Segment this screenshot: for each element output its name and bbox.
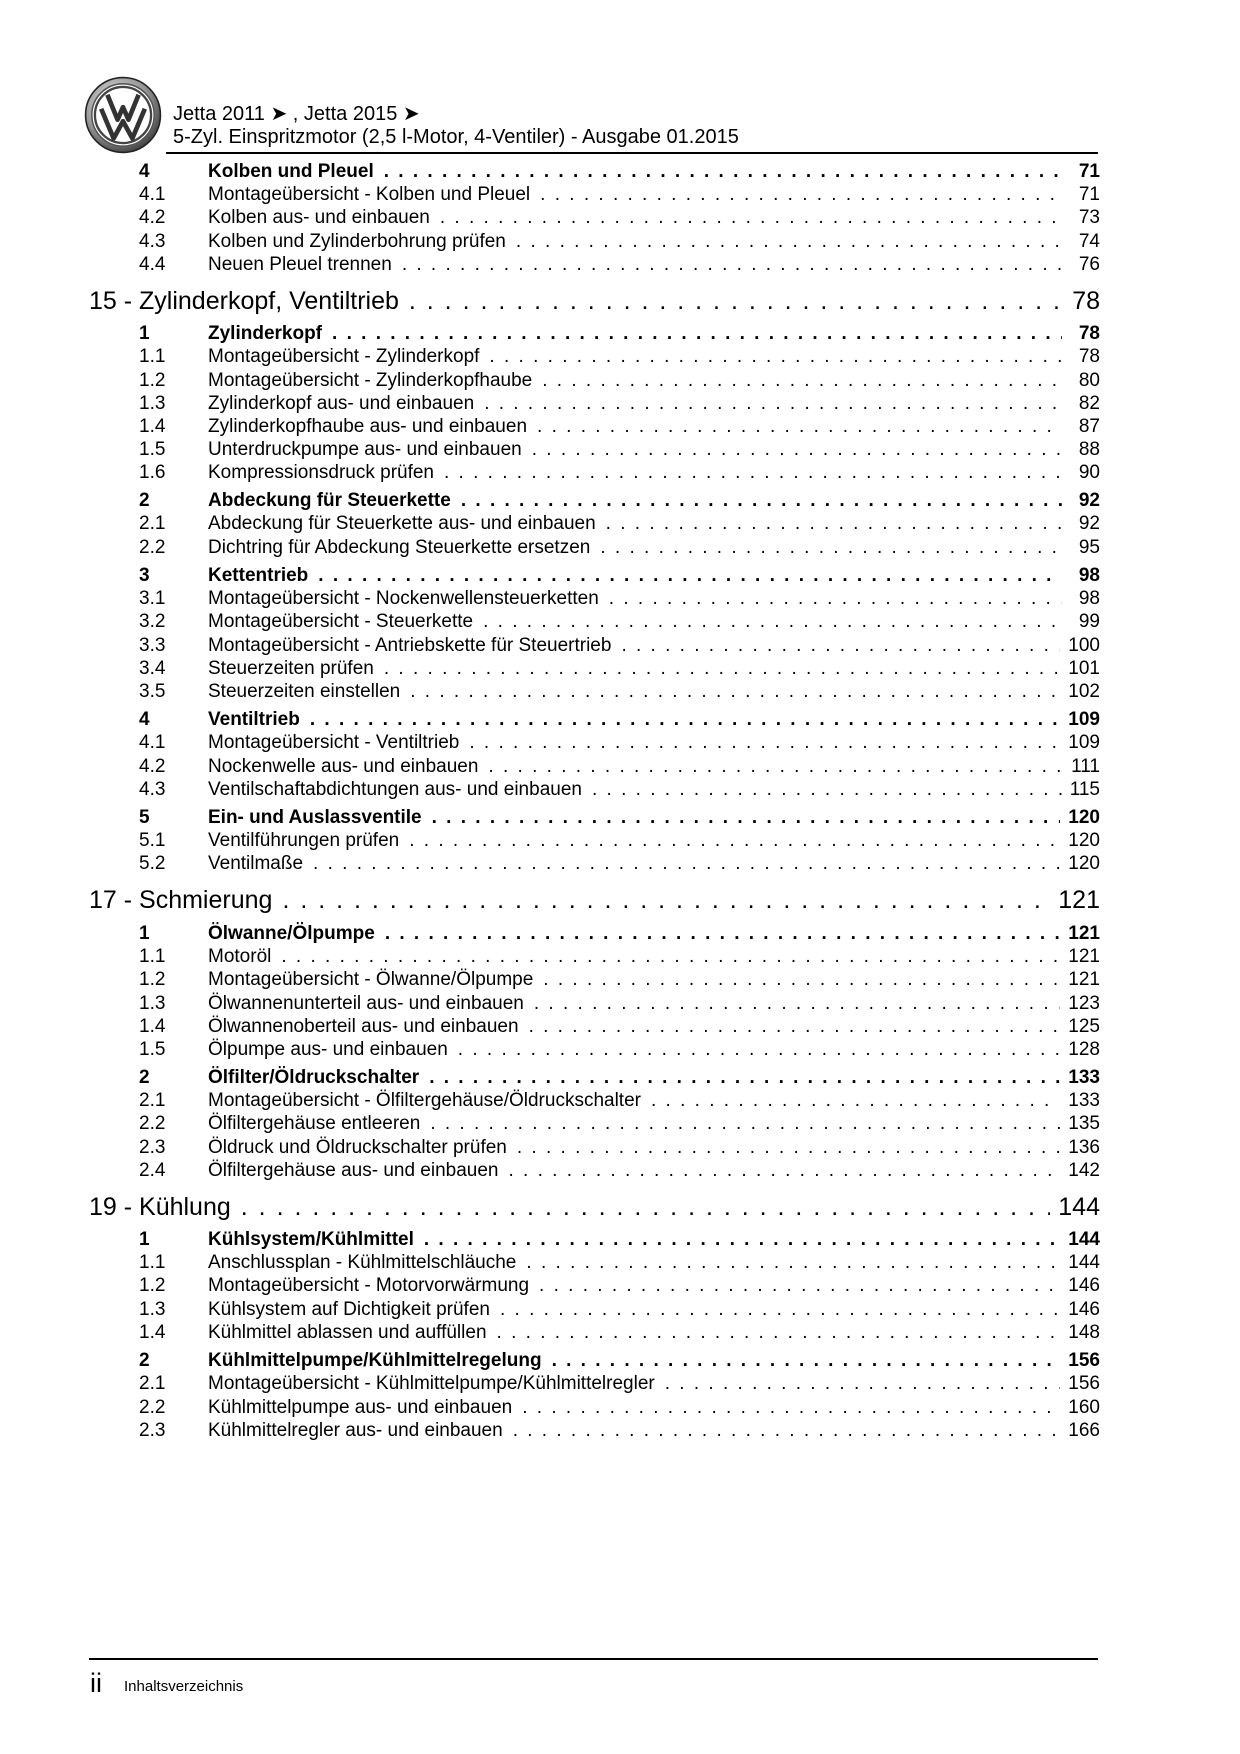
toc-dot-leader	[281, 946, 1060, 968]
toc-entry-number: 1.2	[139, 1275, 166, 1296]
toc-dot-leader	[429, 1067, 1060, 1089]
toc-entry-number: 2.1	[139, 1090, 166, 1111]
toc-entry-subsection[interactable]	[139, 992, 1100, 1016]
toc-entry-title: Ölpumpe aus- und einbauen	[208, 1039, 448, 1060]
toc-entry-page: 136	[1068, 1137, 1100, 1158]
toc-dot-leader	[430, 1113, 1060, 1135]
toc-entry-title: Kolben aus- und einbauen	[208, 207, 430, 228]
toc-entry-subsection[interactable]	[139, 512, 1100, 536]
toc-entry-page: 78	[1078, 323, 1100, 344]
toc-entry-number: 4.2	[139, 207, 166, 228]
toc-entry-subsection[interactable]	[139, 415, 1100, 439]
toc-entry-subsection[interactable]	[139, 438, 1100, 462]
toc-entry-subsection[interactable]	[139, 1396, 1100, 1420]
toc-dot-leader	[513, 1420, 1061, 1442]
toc-entry-number: 1.2	[139, 370, 166, 391]
toc-entry-number: 4	[139, 709, 150, 730]
toc-entry-subsection[interactable]	[139, 731, 1100, 755]
toc-entry-number: 1.1	[139, 946, 166, 967]
toc-entry-subsection[interactable]	[139, 1419, 1100, 1443]
toc-entry-number: 3.3	[139, 635, 166, 656]
toc-entry-subsection[interactable]	[139, 1038, 1100, 1062]
toc-entry-title: Zylinderkopf aus- und einbauen	[208, 393, 475, 414]
toc-entry-title: Ventilschaftabdichtungen aus- und einbauen	[208, 779, 582, 800]
toc-entry-number: 3.1	[139, 588, 166, 609]
toc-entry-page: 144	[1058, 1192, 1100, 1221]
header-vehicle-models: Jetta 2011 ➤ , Jetta 2015 ➤	[173, 103, 420, 125]
toc-entry-page: 156	[1068, 1373, 1100, 1394]
toc-entry-title: Montageübersicht - Motorvorwärmung	[208, 1275, 530, 1296]
toc-entry-title: Ölwannenunterteil aus- und einbauen	[208, 993, 524, 1014]
toc-dot-leader	[542, 370, 1062, 392]
toc-entry-page: 82	[1078, 393, 1100, 414]
toc-entry-title: Montageübersicht - Antriebskette für Steuertrieb	[208, 635, 612, 656]
toc-entry-page: 125	[1068, 1016, 1100, 1037]
toc-dot-leader	[552, 1350, 1061, 1372]
toc-entry-page: 142	[1068, 1160, 1100, 1181]
toc-entry-title: Öldruck und Öldruckschalter prüfen	[208, 1137, 507, 1158]
toc-entry-number: 1.4	[139, 1016, 166, 1037]
toc-dot-leader	[332, 323, 1062, 345]
toc-dot-leader	[461, 490, 1062, 512]
toc-entry-title: Motoröl	[208, 946, 272, 967]
toc-entry-number: 5.2	[139, 853, 166, 874]
toc-entry-number: 1	[139, 323, 150, 344]
toc-dot-leader	[522, 1397, 1060, 1419]
toc-dot-leader	[384, 658, 1060, 680]
footer-page-number: ii	[90, 1668, 102, 1698]
toc-entry-page: 92	[1078, 513, 1100, 534]
toc-entry-page: 87	[1078, 416, 1100, 437]
toc-entry-section[interactable]	[139, 806, 1100, 830]
toc-entry-section[interactable]	[139, 922, 1100, 946]
toc-dot-leader	[484, 393, 1062, 415]
toc-dot-leader	[409, 830, 1060, 852]
toc-entry-page: 120	[1068, 830, 1100, 851]
toc-dot-leader	[282, 886, 1050, 915]
toc-entry-title: Kühlmittelregler aus- und einbauen	[208, 1420, 503, 1441]
toc-entry-number: 4.4	[139, 254, 166, 275]
toc-entry-number: 1	[139, 1229, 150, 1250]
toc-dot-leader	[409, 287, 1062, 316]
toc-entry-subsection[interactable]	[139, 755, 1100, 779]
toc-entry-page: 133	[1068, 1090, 1100, 1111]
toc-entry-subsection[interactable]	[139, 587, 1100, 611]
toc-dot-leader	[529, 1016, 1061, 1038]
toc-entry-number: 2.3	[139, 1137, 166, 1158]
toc-entry-page: 80	[1078, 370, 1100, 391]
toc-entry-page: 73	[1078, 207, 1100, 228]
toc-entry-number: 1.2	[139, 969, 166, 990]
toc-entry-subsection[interactable]	[139, 657, 1100, 681]
toc-entry-page: 76	[1078, 254, 1100, 275]
toc-dot-leader	[483, 611, 1062, 633]
toc-dot-leader	[458, 1039, 1061, 1061]
toc-entry-section[interactable]	[139, 1228, 1100, 1252]
toc-entry-number: 1.5	[139, 1039, 166, 1060]
toc-entry-page: 71	[1078, 184, 1100, 205]
toc-entry-subsection[interactable]	[139, 230, 1100, 254]
toc-dot-leader	[665, 1373, 1061, 1395]
toc-entry-title: Kompressionsdruck prüfen	[208, 462, 434, 483]
toc-entry-title: Ölfiltergehäuse entleeren	[208, 1113, 421, 1134]
toc-entry-number: 1.3	[139, 993, 166, 1014]
toc-entry-title: Steuerzeiten prüfen	[208, 658, 374, 679]
toc-entry-title: 19 - Kühlung	[89, 1192, 231, 1221]
toc-entry-number: 2.1	[139, 1373, 166, 1394]
toc-entry-subsection[interactable]	[139, 852, 1100, 876]
toc-entry-number: 1.4	[139, 1322, 166, 1343]
toc-entry-page: 115	[1069, 779, 1100, 800]
toc-entry-title: Montageübersicht - Zylinderkopfhaube	[208, 370, 533, 391]
toc-entry-title: Dichtring für Abdeckung Steuerkette ersetzen	[208, 537, 591, 558]
toc-entry-number: 1.3	[139, 393, 166, 414]
toc-entry-title: Ölwannenoberteil aus- und einbauen	[208, 1016, 519, 1037]
toc-entry-subsection[interactable]	[139, 829, 1100, 853]
toc-entry-page: 121	[1068, 923, 1100, 944]
toc-entry-page: 100	[1068, 635, 1100, 656]
toc-entry-title: Ventiltrieb	[208, 709, 300, 730]
toc-entry-number: 1	[139, 923, 150, 944]
toc-dot-leader	[384, 161, 1062, 183]
toc-entry-page: 166	[1068, 1420, 1100, 1441]
toc-dot-leader	[385, 923, 1060, 945]
toc-dot-leader	[444, 462, 1062, 484]
toc-entry-page: 98	[1078, 565, 1100, 586]
toc-entry-subsection[interactable]	[139, 1372, 1100, 1396]
toc-entry-title: Zylinderkopf	[208, 323, 323, 344]
toc-entry-page: 74	[1078, 231, 1100, 252]
toc-dot-leader	[592, 779, 1062, 801]
toc-entry-number: 4.3	[139, 231, 166, 252]
toc-entry-page: 98	[1078, 588, 1100, 609]
toc-entry-subsection[interactable]	[139, 183, 1100, 207]
toc-dot-leader	[537, 416, 1062, 438]
toc-entry-page: 111	[1071, 756, 1100, 777]
toc-entry-page: 144	[1068, 1252, 1100, 1273]
toc-entry-title: Ölfiltergehäuse aus- und einbauen	[208, 1160, 499, 1181]
toc-dot-leader	[534, 993, 1060, 1015]
toc-entry-number: 5	[139, 807, 150, 828]
toc-entry-title: Kühlsystem/Kühlmittel	[208, 1229, 414, 1250]
toc-entry-section[interactable]	[139, 708, 1100, 732]
toc-entry-page: 90	[1078, 462, 1100, 483]
toc-entry-subsection[interactable]	[139, 1112, 1100, 1136]
toc-entry-number: 2	[139, 1350, 150, 1371]
toc-entry-subsection[interactable]	[139, 1089, 1100, 1113]
toc-entry-subsection[interactable]	[139, 1136, 1100, 1160]
toc-entry-title: Ölfilter/Öldruckschalter	[208, 1067, 420, 1088]
toc-dot-leader	[469, 732, 1060, 754]
toc-dot-leader	[621, 635, 1060, 657]
toc-entry-title: Nockenwelle aus- und einbauen	[208, 756, 479, 777]
toc-entry-chapter[interactable]	[89, 1190, 1100, 1224]
toc-entry-number: 3.4	[139, 658, 166, 679]
toc-dot-leader	[497, 1322, 1061, 1344]
toc-entry-chapter[interactable]	[89, 284, 1100, 318]
toc-entry-title: Kühlmittelpumpe/Kühlmittelregelung	[208, 1350, 542, 1371]
toc-dot-leader	[488, 756, 1062, 778]
toc-entry-title: Ölwanne/Ölpumpe	[208, 923, 375, 944]
toc-entry-page: 88	[1078, 439, 1100, 460]
toc-entry-page: 148	[1068, 1322, 1100, 1343]
toc-entry-number: 1.1	[139, 1252, 166, 1273]
toc-entry-title: Neuen Pleuel trennen	[208, 254, 392, 275]
toc-entry-title: Montageübersicht - Nockenwellensteuerketten	[208, 588, 599, 609]
toc-entry-number: 4.2	[139, 756, 166, 777]
toc-entry-number: 1.5	[139, 439, 166, 460]
toc-entry-page: 135	[1068, 1113, 1100, 1134]
toc-dot-leader	[609, 588, 1062, 610]
toc-dot-leader	[410, 681, 1060, 703]
toc-entry-title: Ventilführungen prüfen	[208, 830, 400, 851]
toc-entry-page: 71	[1078, 161, 1100, 182]
toc-entry-page: 160	[1068, 1397, 1100, 1418]
toc-entry-subsection[interactable]	[139, 945, 1100, 969]
toc-entry-subsection[interactable]	[139, 1015, 1100, 1039]
toc-dot-leader	[543, 969, 1060, 991]
toc-entry-title: Kühlmittelpumpe aus- und einbauen	[208, 1397, 513, 1418]
toc-dot-leader	[241, 1193, 1051, 1222]
toc-entry-subsection[interactable]	[139, 206, 1100, 230]
toc-entry-title: Abdeckung für Steuerkette aus- und einbauen	[208, 513, 596, 534]
toc-entry-section[interactable]	[139, 489, 1100, 513]
toc-entry-page: 146	[1068, 1275, 1100, 1296]
toc-dot-leader	[600, 537, 1062, 559]
toc-entry-number: 4	[139, 161, 150, 182]
toc-entry-title: Unterdruckpumpe aus- und einbauen	[208, 439, 522, 460]
toc-entry-section[interactable]	[139, 160, 1100, 184]
toc-dot-leader	[516, 231, 1062, 253]
toc-entry-title: Ventilmaße	[208, 853, 304, 874]
toc-entry-subsection[interactable]	[139, 253, 1100, 277]
toc-dot-leader	[606, 513, 1062, 535]
toc-entry-title: 15 - Zylinderkopf, Ventiltrieb	[89, 286, 399, 315]
toc-entry-subsection[interactable]	[139, 680, 1100, 704]
toc-entry-title: Montageübersicht - Ventiltrieb	[208, 732, 460, 753]
toc-entry-page: 120	[1068, 853, 1100, 874]
toc-entry-section[interactable]	[139, 322, 1100, 346]
header-engine-edition: 5-Zyl. Einspritzmotor (2,5 l-Motor, 4-Ventiler) - Ausgabe 01.2015	[173, 126, 739, 148]
footer-section-label: Inhaltsverzeichnis	[124, 1678, 244, 1695]
toc-entry-subsection[interactable]	[139, 461, 1100, 485]
toc-entry-page: 78	[1078, 346, 1100, 367]
toc-entry-page: 109	[1068, 732, 1100, 753]
toc-entry-title: Montageübersicht - Kühlmittelpumpe/Kühlmittelregler	[208, 1373, 655, 1394]
toc-entry-title: Kühlmittel ablassen und auffüllen	[208, 1322, 487, 1343]
toc-dot-leader	[500, 1299, 1060, 1321]
toc-entry-number: 2.1	[139, 513, 166, 534]
toc-entry-number: 3.2	[139, 611, 166, 632]
toc-entry-number: 5.1	[139, 830, 166, 851]
toc-dot-leader	[532, 439, 1062, 461]
toc-entry-page: 121	[1058, 885, 1100, 914]
toc-entry-section[interactable]	[139, 564, 1100, 588]
toc-entry-title: Kettentrieb	[208, 565, 309, 586]
toc-entry-title: Anschlussplan - Kühlmittelschläuche	[208, 1252, 517, 1273]
toc-entry-section[interactable]	[139, 1066, 1100, 1090]
toc-entry-number: 1.1	[139, 346, 166, 367]
toc-entry-page: 121	[1068, 946, 1100, 967]
toc-entry-number: 4.3	[139, 779, 166, 800]
toc-entry-title: Kolben und Zylinderbohrung prüfen	[208, 231, 506, 252]
toc-entry-title: Montageübersicht - Kolben und Pleuel	[208, 184, 531, 205]
toc-entry-page: 123	[1068, 993, 1100, 1014]
toc-entry-page: 102	[1068, 681, 1100, 702]
toc-entry-title: Abdeckung für Steuerkette	[208, 490, 451, 511]
toc-entry-page: 101	[1068, 658, 1100, 679]
toc-entry-number: 4.1	[139, 184, 166, 205]
footer-divider	[89, 1658, 1098, 1660]
toc-entry-title: Montageübersicht - Zylinderkopf	[208, 346, 480, 367]
toc-entry-number: 1.6	[139, 462, 166, 483]
toc-entry-number: 2.2	[139, 537, 166, 558]
toc-entry-subsection[interactable]	[139, 634, 1100, 658]
toc-entry-section[interactable]	[139, 1349, 1100, 1373]
toc-dot-leader	[539, 1275, 1060, 1297]
toc-entry-page: 121	[1068, 969, 1100, 990]
toc-entry-number: 2	[139, 1067, 150, 1088]
toc-entry-page: 146	[1068, 1299, 1100, 1320]
toc-dot-leader	[424, 1229, 1060, 1251]
toc-entry-number: 3.5	[139, 681, 166, 702]
toc-entry-subsection[interactable]	[139, 369, 1100, 393]
toc-entry-chapter[interactable]	[89, 883, 1100, 917]
toc-entry-number: 2.2	[139, 1397, 166, 1418]
toc-dot-leader	[432, 807, 1061, 829]
toc-dot-leader	[526, 1252, 1060, 1274]
toc-dot-leader	[540, 184, 1062, 206]
toc-dot-leader	[489, 346, 1062, 368]
toc-entry-page: 128	[1068, 1039, 1100, 1060]
toc-entry-title: 17 - Schmierung	[89, 885, 273, 914]
toc-entry-page: 99	[1078, 611, 1100, 632]
toc-entry-number: 2	[139, 490, 150, 511]
toc-dot-leader	[440, 207, 1062, 229]
toc-entry-title: Montageübersicht - Steuerkette	[208, 611, 474, 632]
toc-entry-page: 95	[1078, 537, 1100, 558]
toc-entry-title: Steuerzeiten einstellen	[208, 681, 401, 702]
toc-entry-page: 109	[1068, 709, 1100, 730]
toc-entry-title: Zylinderkopfhaube aus- und einbauen	[208, 416, 528, 437]
toc-entry-number: 2.3	[139, 1420, 166, 1441]
toc-entry-title: Montageübersicht - Ölfiltergehäuse/Öldruckschalter	[208, 1090, 641, 1111]
toc-entry-title: Montageübersicht - Ölwanne/Ölpumpe	[208, 969, 534, 990]
toc-dot-leader	[508, 1160, 1060, 1182]
toc-dot-leader	[651, 1090, 1060, 1112]
toc-entry-title: Kühlsystem auf Dichtigkeit prüfen	[208, 1299, 490, 1320]
toc-entry-page: 92	[1078, 490, 1100, 511]
toc-entry-subsection[interactable]	[139, 536, 1100, 560]
toc-entry-page: 78	[1072, 286, 1100, 315]
toc-dot-leader	[313, 853, 1060, 875]
toc-entry-number: 1.4	[139, 416, 166, 437]
toc-entry-subsection[interactable]	[139, 1274, 1100, 1298]
toc-entry-subsection[interactable]	[139, 968, 1100, 992]
toc-entry-subsection[interactable]	[139, 1251, 1100, 1275]
toc-entry-number: 2.4	[139, 1160, 166, 1181]
toc-dot-leader	[318, 565, 1062, 587]
toc-entry-subsection[interactable]	[139, 392, 1100, 416]
toc-entry-number: 2.2	[139, 1113, 166, 1134]
toc-entry-number: 1.3	[139, 1299, 166, 1320]
toc-entry-subsection[interactable]	[139, 345, 1100, 369]
toc-entry-title: Ein- und Auslassventile	[208, 807, 422, 828]
toc-entry-number: 4.1	[139, 732, 166, 753]
toc-entry-title: Kolben und Pleuel	[208, 161, 374, 182]
toc-entry-subsection[interactable]	[139, 610, 1100, 634]
toc-entry-subsection[interactable]	[139, 1321, 1100, 1345]
toc-dot-leader	[310, 709, 1060, 731]
toc-dot-leader	[402, 254, 1062, 276]
toc-entry-page: 156	[1068, 1350, 1100, 1371]
toc-entry-subsection[interactable]	[139, 1298, 1100, 1322]
toc-dot-leader	[517, 1137, 1060, 1159]
toc-entry-page: 120	[1068, 807, 1100, 828]
toc-entry-subsection[interactable]	[139, 1159, 1100, 1183]
toc-entry-page: 133	[1068, 1067, 1100, 1088]
toc-entry-page: 144	[1068, 1229, 1100, 1250]
toc-entry-subsection[interactable]	[139, 778, 1100, 802]
toc-entry-number: 3	[139, 565, 150, 586]
